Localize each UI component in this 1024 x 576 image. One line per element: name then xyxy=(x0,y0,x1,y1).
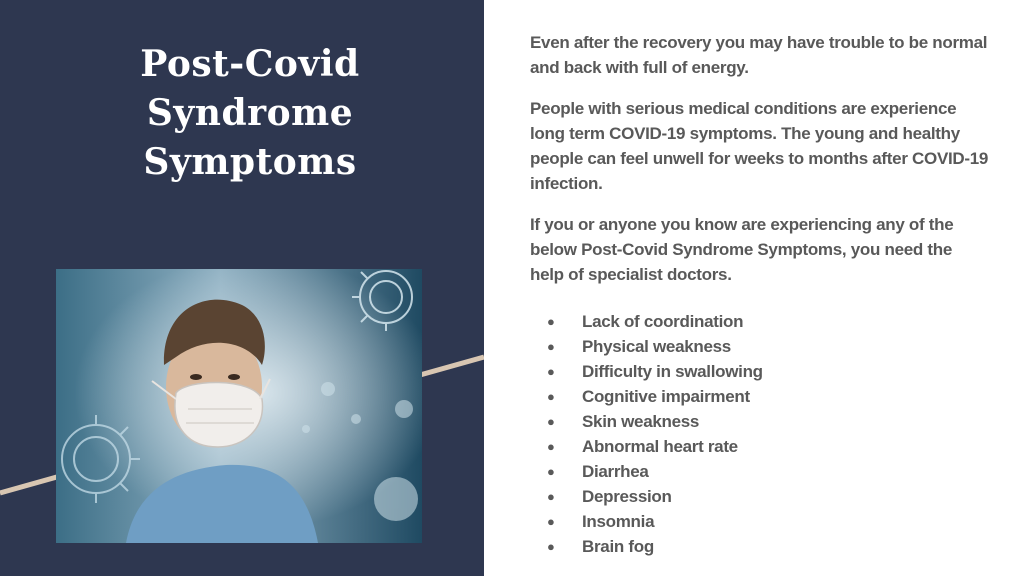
slide-title xyxy=(60,40,440,187)
bullet-icon: ● xyxy=(547,439,555,454)
bullet-icon: ● xyxy=(547,539,555,554)
advice-paragraph: If you or anyone you know are experiencing any of the below Post-Covid Syndrome Symptoms, you need the help of specialist doctors. xyxy=(530,215,954,284)
bullet-icon: ● xyxy=(547,339,555,354)
symptom-label: Abnormal heart rate xyxy=(582,437,738,456)
symptom-label: Difficulty in swallowing xyxy=(582,362,763,381)
symptom-label: Lack of coordination xyxy=(582,312,744,331)
title-line-1: Post-Covid xyxy=(140,43,360,85)
list-item xyxy=(530,434,990,459)
list-item xyxy=(530,534,990,559)
symptom-label: Skin weakness xyxy=(582,412,700,431)
title-line-3: Symptoms xyxy=(143,141,357,183)
symptom-label: Insomnia xyxy=(582,512,655,531)
list-item xyxy=(530,384,990,409)
masked-person-photo xyxy=(56,269,422,543)
bullet-icon: ● xyxy=(547,489,555,504)
list-item xyxy=(530,309,990,334)
list-item xyxy=(530,459,990,484)
list-item xyxy=(530,484,990,509)
list-item xyxy=(530,409,990,434)
list-item xyxy=(530,509,990,534)
bullet-icon: ● xyxy=(547,364,555,379)
title-panel xyxy=(0,0,484,576)
intro-paragraph: Even after the recovery you may have trouble to be normal and back with full of energy. xyxy=(530,33,988,77)
bullet-icon: ● xyxy=(547,514,555,529)
symptom-label: Diarrhea xyxy=(582,462,649,481)
title-line-2: Syndrome xyxy=(146,92,354,134)
conditions-paragraph: People with serious medical conditions are experience long term COVID-19 symptoms. The young and healthy people can feel unwell for weeks to months after COVID-19 infection. xyxy=(530,99,989,193)
symptom-label: Physical weakness xyxy=(582,337,731,356)
symptom-label: Depression xyxy=(582,487,672,506)
bullet-icon: ● xyxy=(547,464,555,479)
bullet-icon: ● xyxy=(547,414,555,429)
bullet-icon: ● xyxy=(547,389,555,404)
list-item xyxy=(530,334,990,359)
bullet-icon: ● xyxy=(547,314,555,329)
slide-body xyxy=(530,30,990,559)
symptom-label: Brain fog xyxy=(582,537,654,556)
symptom-label: Cognitive impairment xyxy=(582,387,750,406)
list-item xyxy=(530,359,990,384)
symptom-list xyxy=(530,309,990,559)
